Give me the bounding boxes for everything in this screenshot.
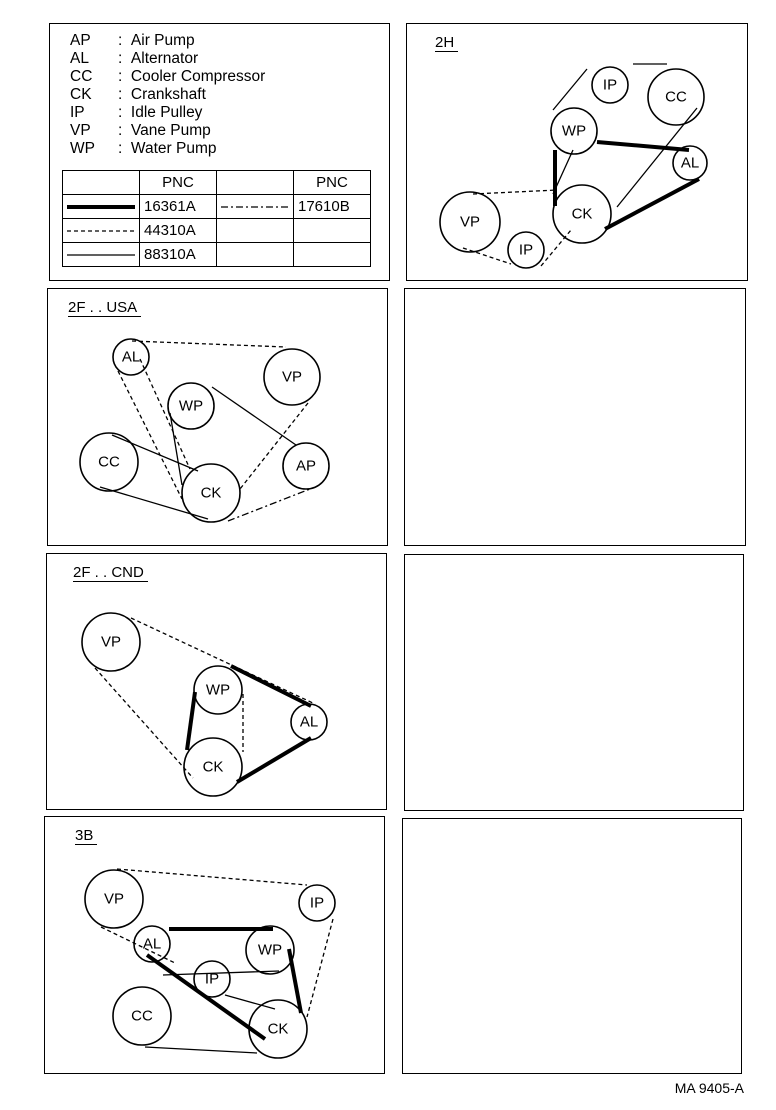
pnc-header: PNC xyxy=(140,171,217,195)
legend-name: Vane Pump xyxy=(130,122,211,139)
legend-item xyxy=(70,140,265,158)
belt-path xyxy=(463,248,511,264)
pulley-label: WP xyxy=(178,397,204,415)
pulley-label: WP xyxy=(257,941,283,959)
legend-abbr: CC xyxy=(70,68,93,85)
belt-diagram-2f-usa xyxy=(48,289,389,547)
legend-sep: : xyxy=(118,68,131,85)
belt-diagram-2f-cnd xyxy=(47,554,388,811)
belt-path xyxy=(307,919,333,1017)
legend-item xyxy=(70,86,265,104)
belt-diagram-3b xyxy=(45,817,386,1075)
belt-path xyxy=(553,69,587,110)
pulley-label: VP xyxy=(100,633,122,651)
pulley-label: CC xyxy=(98,453,120,471)
pulley-label: VP xyxy=(103,890,125,908)
pulley-label: CK xyxy=(571,205,593,223)
panel-title: 2F . . USA xyxy=(68,299,141,317)
belt-path xyxy=(240,403,308,489)
pnc-row xyxy=(63,219,371,243)
panel-2h xyxy=(406,23,748,281)
pulley-label: WP xyxy=(205,681,231,699)
pulley-label: VP xyxy=(459,213,481,231)
legend-item xyxy=(70,104,265,122)
belt-path xyxy=(231,666,311,706)
pulley-label: AL xyxy=(680,154,700,172)
legend-name: Idle Pulley xyxy=(130,104,203,121)
panel-2f-usa xyxy=(47,288,388,546)
pnc-header-blank xyxy=(63,171,140,195)
legend-sep: : xyxy=(118,140,131,157)
legend-abbr: IP xyxy=(70,104,85,121)
pnc-header: PNC xyxy=(294,171,371,195)
legend-name: Water Pump xyxy=(130,140,217,157)
empty-panel xyxy=(404,554,744,811)
pnc-header-blank xyxy=(217,171,294,195)
legend-panel xyxy=(49,23,390,281)
pnc-row xyxy=(63,195,371,219)
legend-abbr: CK xyxy=(70,86,92,103)
panel-title: 2H xyxy=(435,34,458,52)
belt-path xyxy=(112,435,198,471)
panel-3b xyxy=(44,816,385,1074)
belt-path xyxy=(237,738,311,782)
pulley-label: IP xyxy=(602,76,618,94)
legend-sep: : xyxy=(118,32,131,49)
pnc-header-row xyxy=(63,171,371,195)
pnc-table xyxy=(62,170,371,267)
pnc-empty xyxy=(217,243,294,267)
pulley-label: IP xyxy=(309,894,325,912)
belt-path xyxy=(473,190,557,194)
legend-name: Air Pump xyxy=(130,32,195,49)
belt-diagram-2h xyxy=(407,24,749,282)
legend-item xyxy=(70,32,265,50)
pulley-label: CK xyxy=(200,484,222,502)
figure-reference: MA 9405-A xyxy=(674,1080,744,1096)
legend-item xyxy=(70,68,265,86)
belt-swatch-dashed xyxy=(63,219,140,243)
pulley-label: IP xyxy=(518,241,534,259)
legend-name: Crankshaft xyxy=(130,86,206,103)
belt-path xyxy=(212,387,296,445)
belt-path xyxy=(541,230,571,266)
pulley-label: CC xyxy=(665,88,687,106)
legend-item xyxy=(70,122,265,140)
pnc-empty xyxy=(294,243,371,267)
legend-abbr: AP xyxy=(70,32,91,49)
panel-title: 2F . . CND xyxy=(73,564,148,582)
legend-sep: : xyxy=(118,104,131,121)
legend-name: Alternator xyxy=(130,50,199,67)
pulley-label: AL xyxy=(142,935,162,953)
belt-path xyxy=(187,692,195,750)
pnc-number: 88310A xyxy=(140,243,217,267)
belt-path xyxy=(117,869,307,885)
legend-abbr: WP xyxy=(70,140,95,157)
pulley-label: VP xyxy=(281,368,303,386)
pulley-label: CK xyxy=(267,1020,289,1038)
pulley-label: AL xyxy=(299,713,319,731)
legend-item xyxy=(70,50,265,68)
pulley-label: WP xyxy=(561,122,587,140)
belt-path xyxy=(118,371,182,499)
legend-abbr: VP xyxy=(70,122,91,139)
belt-path xyxy=(132,341,286,347)
pnc-number: 17610B xyxy=(294,195,371,219)
legend-sep: : xyxy=(118,122,131,139)
pnc-empty xyxy=(217,219,294,243)
empty-panel xyxy=(402,818,742,1074)
pnc-empty xyxy=(294,219,371,243)
legend-abbr: AL xyxy=(70,50,89,67)
belt-path xyxy=(95,668,193,778)
belt-swatch-thick xyxy=(63,195,140,219)
pnc-number: 44310A xyxy=(140,219,217,243)
pulley-label: IP xyxy=(204,970,220,988)
belt-path xyxy=(597,142,689,150)
legend-sep: : xyxy=(118,50,131,67)
panel-title: 3B xyxy=(75,827,97,845)
legend-list xyxy=(70,32,265,158)
legend-name: Cooler Compressor xyxy=(130,68,266,85)
belt-swatch-thin xyxy=(63,243,140,267)
pulley-label: CK xyxy=(202,758,224,776)
pulley-label: AL xyxy=(121,348,141,366)
empty-panel xyxy=(404,288,746,546)
pulley-label: AP xyxy=(295,457,317,475)
legend-sep: : xyxy=(118,86,131,103)
belt-swatch-dashdot xyxy=(217,195,294,219)
belt-path xyxy=(145,1047,257,1053)
pulley-label: CC xyxy=(131,1007,153,1025)
pnc-row xyxy=(63,243,371,267)
panel-2f-cnd xyxy=(46,553,387,810)
pnc-number: 16361A xyxy=(140,195,217,219)
